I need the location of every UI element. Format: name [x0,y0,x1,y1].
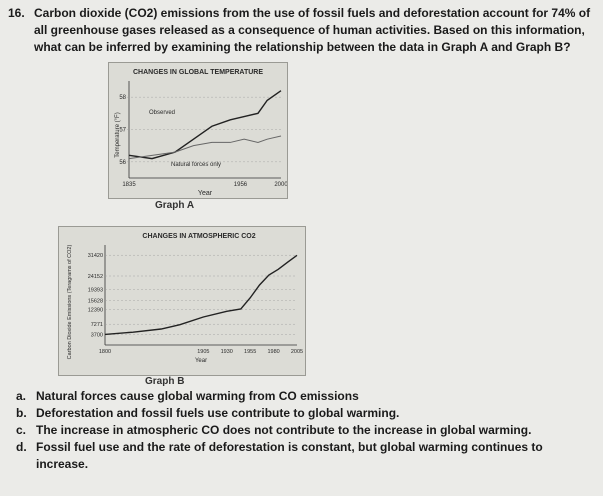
choice-letter: c. [16,423,27,437]
question-text: Carbon dioxide (CO2) emissions from the use of fossil fuels and deforestation account for 74% of all greenhouse gases released as a consequence of human activities. Based on this information, what can be inferred by examining the relationship between the data in Graph A and Graph B? [34,6,591,54]
graph-b-ytick-label: 15628 [87,298,103,305]
graph-a-annotation-natural: Natural forces only [171,162,222,168]
graph-a-ytick-label: 57 [119,127,126,134]
graph-b-ytick-label: 24152 [87,273,103,280]
graph-b-xlabel: Year [194,358,208,364]
graph-a-annotation-observed: Observed [149,110,176,116]
graph-b-xtick-label: 1800 [98,349,112,355]
graph-a-ylabel: Temperature (°F) [115,112,121,158]
graph-a-ytick-label: 56 [119,159,126,166]
graph-a-series-line-natural [129,136,281,159]
graph-b-xtick-label: 1930 [220,349,233,355]
graph-b-ytick-label: 3700 [90,332,103,339]
graph-b-xtick-label: 1980 [267,349,280,355]
choice-text: Fossil fuel use and the rate of deforestation is constant, but global warming continues to increase. [36,440,543,471]
graph-b-series-line [105,255,297,334]
graph-b-ytick-label: 12390 [87,307,103,314]
choice-letter: d. [16,440,27,454]
graph-b-xtick-label: 1955 [244,349,257,355]
graph-b-ylabel: Carbon Dioxide Emissions (Teragrams of CO2) [67,244,73,360]
graph-a-ytick-label: 58 [119,95,126,102]
graph-a-xlabel: Year [197,190,213,197]
graph-b-ytick-label: 31420 [87,253,103,260]
graph-a-xtick-label: 2000 [274,182,287,188]
graph-b-caption: Graph B [145,376,185,387]
graph-a-caption: Graph A [155,200,195,211]
graph-b [58,226,306,376]
choice-text: Deforestation and fossil fuels use contribute to global warming. [36,406,400,420]
choice-letter: a. [16,389,27,403]
graph-a-xtick-label: 1835 [122,182,136,188]
graph-b-ytick-label: 7271 [90,322,103,329]
graph-b-xtick-label: 2005 [290,349,304,355]
choice-text: Natural forces cause global warming from CO emissions [36,389,359,403]
graph-a [108,62,288,199]
graph-a-chart [109,63,287,198]
graph-b-title: CHANGES IN ATMOSPHERIC CO2 [142,233,256,240]
graph-a-xtick-label: 1956 [233,182,248,188]
graph-b-ytick-label: 19393 [87,287,103,294]
graph-a-series-line-observed [129,91,281,159]
question-number: 16. [8,6,25,20]
graph-b-xtick-label: 1905 [197,349,210,355]
graph-b-chart [59,227,305,375]
choice-letter: b. [16,406,27,420]
graph-a-title: CHANGES IN GLOBAL TEMPERATURE [132,69,264,76]
choice-text: The increase in atmospheric CO does not contribute to the increase in global warming. [36,423,532,437]
